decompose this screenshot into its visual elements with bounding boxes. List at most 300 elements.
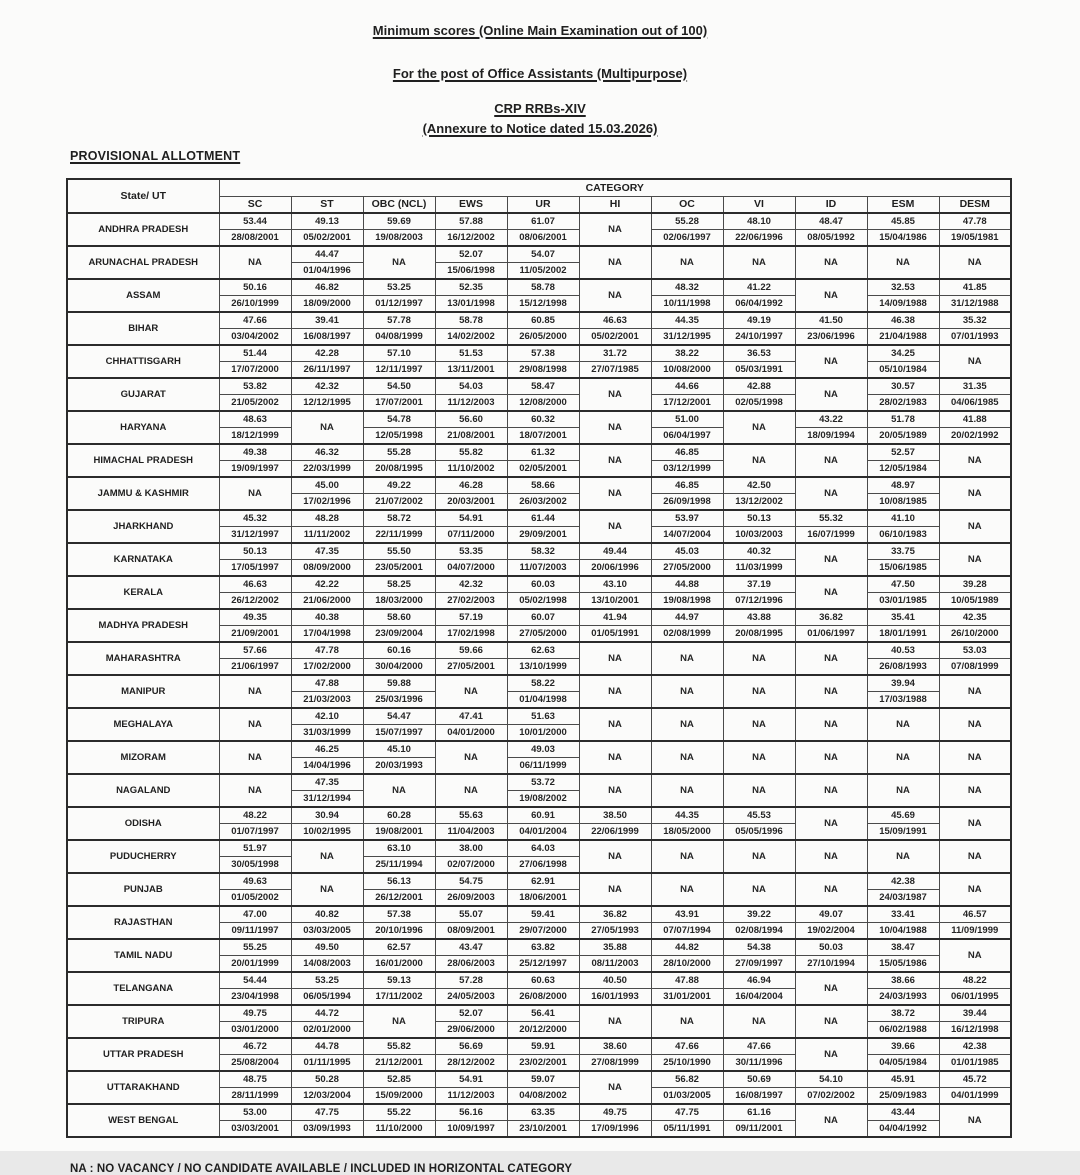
score-cell: 46.63 <box>219 576 291 593</box>
date-cell: 17/04/1998 <box>291 626 363 643</box>
date-cell: 05/10/1984 <box>867 362 939 379</box>
state-name-cell: TELANGANA <box>67 972 219 1005</box>
score-cell: 46.63 <box>579 312 651 329</box>
na-cell: NA <box>939 939 1011 972</box>
date-cell: 19/09/1997 <box>219 461 291 478</box>
date-cell: 28/08/2001 <box>219 230 291 247</box>
date-cell: 18/03/2000 <box>363 593 435 610</box>
state-name-cell: UTTAR PRADESH <box>67 1038 219 1071</box>
score-cell: 39.28 <box>939 576 1011 593</box>
score-cell: 54.75 <box>435 873 507 890</box>
state-name-cell: WEST BENGAL <box>67 1104 219 1137</box>
date-cell: 07/11/2000 <box>435 527 507 544</box>
score-cell: 55.28 <box>651 213 723 230</box>
date-cell: 10/11/1998 <box>651 296 723 313</box>
date-cell: 14/09/1988 <box>867 296 939 313</box>
na-cell: NA <box>579 675 651 708</box>
score-cell: 48.63 <box>219 411 291 428</box>
score-cell: 38.60 <box>579 1038 651 1055</box>
na-cell: NA <box>795 774 867 807</box>
score-cell: 41.85 <box>939 279 1011 296</box>
state-score-row <box>67 741 1011 758</box>
score-cell: 57.28 <box>435 972 507 989</box>
date-cell: 06/01/1995 <box>939 989 1011 1006</box>
score-cell: 57.10 <box>363 345 435 362</box>
date-cell: 04/08/1999 <box>363 329 435 346</box>
date-cell: 21/03/2003 <box>291 692 363 709</box>
date-cell: 01/05/1991 <box>579 626 651 643</box>
score-cell: 60.03 <box>507 576 579 593</box>
state-score-row <box>67 477 1011 494</box>
date-cell: 04/01/1999 <box>939 1088 1011 1105</box>
na-cell: NA <box>723 444 795 477</box>
date-cell: 20/08/1995 <box>723 626 795 643</box>
score-cell: 46.82 <box>291 279 363 296</box>
na-cell: NA <box>795 873 867 906</box>
na-cell: NA <box>795 972 867 1005</box>
na-cell: NA <box>795 1005 867 1038</box>
score-cell: 40.38 <box>291 609 363 626</box>
date-cell: 20/02/1992 <box>939 428 1011 445</box>
na-cell: NA <box>723 642 795 675</box>
date-cell: 26/09/1998 <box>651 494 723 511</box>
score-cell: 39.94 <box>867 675 939 692</box>
state-name-cell: ARUNACHAL PRADESH <box>67 246 219 279</box>
date-cell: 02/05/2001 <box>507 461 579 478</box>
score-cell: 61.07 <box>507 213 579 230</box>
score-cell: 56.41 <box>507 1005 579 1022</box>
date-cell: 31/12/1994 <box>291 791 363 808</box>
date-cell: 01/01/1985 <box>939 1055 1011 1072</box>
na-cell: NA <box>579 1071 651 1104</box>
date-cell: 25/09/1983 <box>867 1088 939 1105</box>
score-cell: 40.50 <box>579 972 651 989</box>
date-cell: 13/10/2001 <box>579 593 651 610</box>
score-cell: 48.22 <box>939 972 1011 989</box>
date-cell: 17/02/1996 <box>291 494 363 511</box>
score-cell: 53.35 <box>435 543 507 560</box>
score-cell: 48.28 <box>291 510 363 527</box>
date-cell: 22/11/1999 <box>363 527 435 544</box>
col-header-st: ST <box>291 196 363 213</box>
state-score-row <box>67 972 1011 989</box>
na-cell: NA <box>579 873 651 906</box>
date-cell: 06/04/1992 <box>723 296 795 313</box>
na-cell: NA <box>795 345 867 378</box>
score-cell: 54.44 <box>219 972 291 989</box>
score-cell: 57.38 <box>363 906 435 923</box>
date-cell: 10/01/2000 <box>507 725 579 742</box>
state-score-row <box>67 411 1011 428</box>
score-cell: 48.47 <box>795 213 867 230</box>
score-cell: 54.03 <box>435 378 507 395</box>
state-name-cell: MEGHALAYA <box>67 708 219 741</box>
date-cell: 20/10/1996 <box>363 923 435 940</box>
date-cell: 21/07/2002 <box>363 494 435 511</box>
date-cell: 13/01/1998 <box>435 296 507 313</box>
date-cell: 15/07/1997 <box>363 725 435 742</box>
date-cell: 13/11/2001 <box>435 362 507 379</box>
score-cell: 50.13 <box>219 543 291 560</box>
score-cell: 40.53 <box>867 642 939 659</box>
date-cell: 23/06/1996 <box>795 329 867 346</box>
date-cell: 05/11/1991 <box>651 1121 723 1138</box>
state-name-cell: KERALA <box>67 576 219 609</box>
date-cell: 08/06/2001 <box>507 230 579 247</box>
score-cell: 40.82 <box>291 906 363 923</box>
na-cell: NA <box>795 444 867 477</box>
score-cell: 41.88 <box>939 411 1011 428</box>
score-cell: 34.25 <box>867 345 939 362</box>
score-cell: 45.85 <box>867 213 939 230</box>
date-cell: 28/12/2002 <box>435 1055 507 1072</box>
state-score-row <box>67 906 1011 923</box>
score-cell: 45.10 <box>363 741 435 758</box>
date-cell: 11/09/1999 <box>939 923 1011 940</box>
score-cell: 42.38 <box>867 873 939 890</box>
col-header-ews: EWS <box>435 196 507 213</box>
score-cell: 47.88 <box>291 675 363 692</box>
date-cell: 06/11/1999 <box>507 758 579 775</box>
score-cell: 62.63 <box>507 642 579 659</box>
na-cell: NA <box>939 675 1011 708</box>
date-cell: 02/05/1998 <box>723 395 795 412</box>
na-cell: NA <box>939 840 1011 873</box>
score-cell: 55.32 <box>795 510 867 527</box>
na-cell: NA <box>363 1005 435 1038</box>
score-cell: 41.50 <box>795 312 867 329</box>
doc-title-line4: (Annexure to Notice dated 15.03.2026) <box>422 121 658 136</box>
score-cell: 58.60 <box>363 609 435 626</box>
score-cell: 50.69 <box>723 1071 795 1088</box>
score-cell: 60.63 <box>507 972 579 989</box>
date-cell: 17/02/1998 <box>435 626 507 643</box>
date-cell: 30/04/2000 <box>363 659 435 676</box>
score-cell: 45.69 <box>867 807 939 824</box>
score-cell: 52.35 <box>435 279 507 296</box>
date-cell: 18/09/2000 <box>291 296 363 313</box>
score-cell: 41.94 <box>579 609 651 626</box>
date-cell: 05/02/2001 <box>579 329 651 346</box>
score-cell: 59.13 <box>363 972 435 989</box>
score-cell: 43.47 <box>435 939 507 956</box>
na-cell: NA <box>795 708 867 741</box>
date-cell: 12/05/1984 <box>867 461 939 478</box>
score-cell: 39.66 <box>867 1038 939 1055</box>
score-cell: 41.22 <box>723 279 795 296</box>
score-cell: 60.32 <box>507 411 579 428</box>
score-cell: 49.75 <box>219 1005 291 1022</box>
date-cell: 25/12/1997 <box>507 956 579 973</box>
score-cell: 38.72 <box>867 1005 939 1022</box>
na-cell: NA <box>579 279 651 312</box>
date-cell: 16/01/2000 <box>363 956 435 973</box>
date-cell: 27/09/1997 <box>723 956 795 973</box>
score-cell: 57.38 <box>507 345 579 362</box>
date-cell: 17/09/1996 <box>579 1121 651 1138</box>
score-cell: 46.57 <box>939 906 1011 923</box>
date-cell: 15/12/1998 <box>507 296 579 313</box>
score-cell: 56.13 <box>363 873 435 890</box>
date-cell: 25/10/1990 <box>651 1055 723 1072</box>
date-cell: 26/11/1997 <box>291 362 363 379</box>
date-cell: 30/05/1998 <box>219 857 291 874</box>
date-cell: 17/03/1988 <box>867 692 939 709</box>
score-cell: 31.35 <box>939 378 1011 395</box>
date-cell: 02/07/2000 <box>435 857 507 874</box>
state-name-cell: TRIPURA <box>67 1005 219 1038</box>
state-name-cell: PUNJAB <box>67 873 219 906</box>
date-cell: 16/01/1993 <box>579 989 651 1006</box>
score-cell: 42.38 <box>939 1038 1011 1055</box>
na-cell: NA <box>939 774 1011 807</box>
date-cell: 08/05/1992 <box>795 230 867 247</box>
na-cell: NA <box>723 774 795 807</box>
score-cell: 35.88 <box>579 939 651 956</box>
score-cell: 61.16 <box>723 1104 795 1121</box>
na-cell: NA <box>939 741 1011 774</box>
date-cell: 10/04/1988 <box>867 923 939 940</box>
score-cell: 51.00 <box>651 411 723 428</box>
date-cell: 11/11/2002 <box>291 527 363 544</box>
date-cell: 13/12/2002 <box>723 494 795 511</box>
date-cell: 26/08/1993 <box>867 659 939 676</box>
state-name-cell: MADHYA PRADESH <box>67 609 219 642</box>
date-cell: 17/05/1997 <box>219 560 291 577</box>
date-cell: 11/10/2002 <box>435 461 507 478</box>
na-cell: NA <box>723 708 795 741</box>
date-cell: 04/08/2002 <box>507 1088 579 1105</box>
state-score-row <box>67 1005 1011 1022</box>
date-cell: 16/07/1999 <box>795 527 867 544</box>
score-cell: 61.32 <box>507 444 579 461</box>
date-cell: 08/09/2000 <box>291 560 363 577</box>
date-cell: 06/10/1983 <box>867 527 939 544</box>
date-cell: 05/03/1991 <box>723 362 795 379</box>
score-cell: 52.57 <box>867 444 939 461</box>
score-cell: 46.85 <box>651 477 723 494</box>
na-cell: NA <box>939 873 1011 906</box>
na-cell: NA <box>723 411 795 444</box>
na-cell: NA <box>651 840 723 873</box>
date-cell: 04/04/1992 <box>867 1121 939 1138</box>
na-cell: NA <box>867 774 939 807</box>
score-cell: 49.38 <box>219 444 291 461</box>
state-score-row <box>67 345 1011 362</box>
date-cell: 25/03/1996 <box>363 692 435 709</box>
date-cell: 03/03/2001 <box>219 1121 291 1138</box>
score-cell: 39.41 <box>291 312 363 329</box>
score-cell: 42.50 <box>723 477 795 494</box>
date-cell: 14/08/2003 <box>291 956 363 973</box>
score-cell: 47.41 <box>435 708 507 725</box>
na-cell: NA <box>579 708 651 741</box>
date-cell: 08/09/2001 <box>435 923 507 940</box>
date-cell: 02/06/1997 <box>651 230 723 247</box>
date-cell: 19/05/1981 <box>939 230 1011 247</box>
date-cell: 28/10/2000 <box>651 956 723 973</box>
date-cell: 02/01/2000 <box>291 1022 363 1039</box>
na-cell: NA <box>795 1038 867 1071</box>
state-name-cell: PUDUCHERRY <box>67 840 219 873</box>
na-cell: NA <box>435 675 507 708</box>
date-cell: 29/09/2001 <box>507 527 579 544</box>
na-cell: NA <box>939 477 1011 510</box>
date-cell: 28/02/1983 <box>867 395 939 412</box>
date-cell: 27/06/1998 <box>507 857 579 874</box>
date-cell: 23/09/2004 <box>363 626 435 643</box>
na-cell: NA <box>939 543 1011 576</box>
score-cell: 58.25 <box>363 576 435 593</box>
score-cell: 38.22 <box>651 345 723 362</box>
score-cell: 53.25 <box>363 279 435 296</box>
na-cell: NA <box>651 708 723 741</box>
date-cell: 01/12/1997 <box>363 296 435 313</box>
state-name-cell: MAHARASHTRA <box>67 642 219 675</box>
na-cell: NA <box>795 807 867 840</box>
na-cell: NA <box>795 279 867 312</box>
score-cell: 56.60 <box>435 411 507 428</box>
category-header: CATEGORY <box>219 179 1011 196</box>
state-ut-header: State/ UT <box>67 179 219 213</box>
date-cell: 21/09/2001 <box>219 626 291 643</box>
date-cell: 19/08/2001 <box>363 824 435 841</box>
date-cell: 27/08/1999 <box>579 1055 651 1072</box>
na-cell: NA <box>939 444 1011 477</box>
date-cell: 22/06/1999 <box>579 824 651 841</box>
score-cell: 39.22 <box>723 906 795 923</box>
score-cell: 44.47 <box>291 246 363 263</box>
score-cell: 50.03 <box>795 939 867 956</box>
score-cell: 63.10 <box>363 840 435 857</box>
score-cell: 44.35 <box>651 312 723 329</box>
date-cell: 04/01/2000 <box>435 725 507 742</box>
score-cell: 52.85 <box>363 1071 435 1088</box>
date-cell: 21/12/2001 <box>363 1055 435 1072</box>
na-cell: NA <box>291 411 363 444</box>
state-score-row <box>67 708 1011 725</box>
date-cell: 26/10/2000 <box>939 626 1011 643</box>
category-header-row <box>67 179 1011 196</box>
score-cell: 49.07 <box>795 906 867 923</box>
score-cell: 61.44 <box>507 510 579 527</box>
na-cell: NA <box>651 774 723 807</box>
date-cell: 03/12/1999 <box>651 461 723 478</box>
score-cell: 42.28 <box>291 345 363 362</box>
score-cell: 54.38 <box>723 939 795 956</box>
score-cell: 55.82 <box>435 444 507 461</box>
score-cell: 38.50 <box>579 807 651 824</box>
date-cell: 01/04/1996 <box>291 263 363 280</box>
date-cell: 11/12/2003 <box>435 395 507 412</box>
score-cell: 49.75 <box>579 1104 651 1121</box>
date-cell: 29/07/2000 <box>507 923 579 940</box>
score-cell: 44.78 <box>291 1038 363 1055</box>
score-cell: 41.10 <box>867 510 939 527</box>
score-cell: 47.88 <box>651 972 723 989</box>
score-cell: 47.00 <box>219 906 291 923</box>
date-cell: 25/11/1994 <box>363 857 435 874</box>
na-cell: NA <box>363 774 435 807</box>
date-cell: 16/08/1997 <box>723 1088 795 1105</box>
date-cell: 10/08/1985 <box>867 494 939 511</box>
score-cell: 42.22 <box>291 576 363 593</box>
score-cell: 44.82 <box>651 939 723 956</box>
date-cell: 27/07/1985 <box>579 362 651 379</box>
na-cell: NA <box>939 1104 1011 1137</box>
score-cell: 49.63 <box>219 873 291 890</box>
col-header-id: ID <box>795 196 867 213</box>
date-cell: 05/02/1998 <box>507 593 579 610</box>
date-cell: 24/03/1993 <box>867 989 939 1006</box>
date-cell: 11/05/2002 <box>507 263 579 280</box>
score-cell: 47.35 <box>291 774 363 791</box>
score-cell: 52.07 <box>435 246 507 263</box>
date-cell: 04/07/2000 <box>435 560 507 577</box>
score-cell: 35.32 <box>939 312 1011 329</box>
state-score-row <box>67 1038 1011 1055</box>
date-cell: 14/02/2002 <box>435 329 507 346</box>
date-cell: 27/05/2000 <box>651 560 723 577</box>
score-cell: 49.50 <box>291 939 363 956</box>
score-cell: 45.32 <box>219 510 291 527</box>
score-cell: 64.03 <box>507 840 579 857</box>
score-cell: 43.22 <box>795 411 867 428</box>
date-cell: 14/07/2004 <box>651 527 723 544</box>
date-cell: 23/10/2001 <box>507 1121 579 1138</box>
date-cell: 06/05/1994 <box>291 989 363 1006</box>
state-name-cell: MANIPUR <box>67 675 219 708</box>
date-cell: 12/11/1997 <box>363 362 435 379</box>
state-score-row <box>67 378 1011 395</box>
score-cell: 59.41 <box>507 906 579 923</box>
score-cell: 59.66 <box>435 642 507 659</box>
na-cell: NA <box>867 840 939 873</box>
state-name-cell: ODISHA <box>67 807 219 840</box>
date-cell: 21/08/2001 <box>435 428 507 445</box>
date-cell: 18/06/2001 <box>507 890 579 907</box>
na-cell: NA <box>651 741 723 774</box>
na-cell: NA <box>363 246 435 279</box>
min-scores-table <box>66 178 1012 1138</box>
score-cell: 54.78 <box>363 411 435 428</box>
na-cell: NA <box>651 642 723 675</box>
na-cell: NA <box>219 774 291 807</box>
date-cell: 17/07/2000 <box>219 362 291 379</box>
score-cell: 60.07 <box>507 609 579 626</box>
state-score-row <box>67 642 1011 659</box>
na-cell: NA <box>795 1104 867 1137</box>
date-cell: 15/09/1991 <box>867 824 939 841</box>
score-cell: 46.28 <box>435 477 507 494</box>
score-cell: 55.63 <box>435 807 507 824</box>
score-cell: 46.38 <box>867 312 939 329</box>
date-cell: 03/04/2002 <box>219 329 291 346</box>
date-cell: 07/12/1996 <box>723 593 795 610</box>
date-cell: 10/03/2003 <box>723 527 795 544</box>
score-cell: 54.47 <box>363 708 435 725</box>
date-cell: 21/05/2002 <box>219 395 291 412</box>
na-cell: NA <box>867 708 939 741</box>
score-cell: 54.91 <box>435 510 507 527</box>
date-cell: 09/11/1997 <box>219 923 291 940</box>
date-cell: 27/05/1993 <box>579 923 651 940</box>
score-cell: 60.91 <box>507 807 579 824</box>
state-score-row <box>67 675 1011 692</box>
score-cell: 47.66 <box>219 312 291 329</box>
na-cell: NA <box>579 1005 651 1038</box>
score-cell: 46.72 <box>219 1038 291 1055</box>
